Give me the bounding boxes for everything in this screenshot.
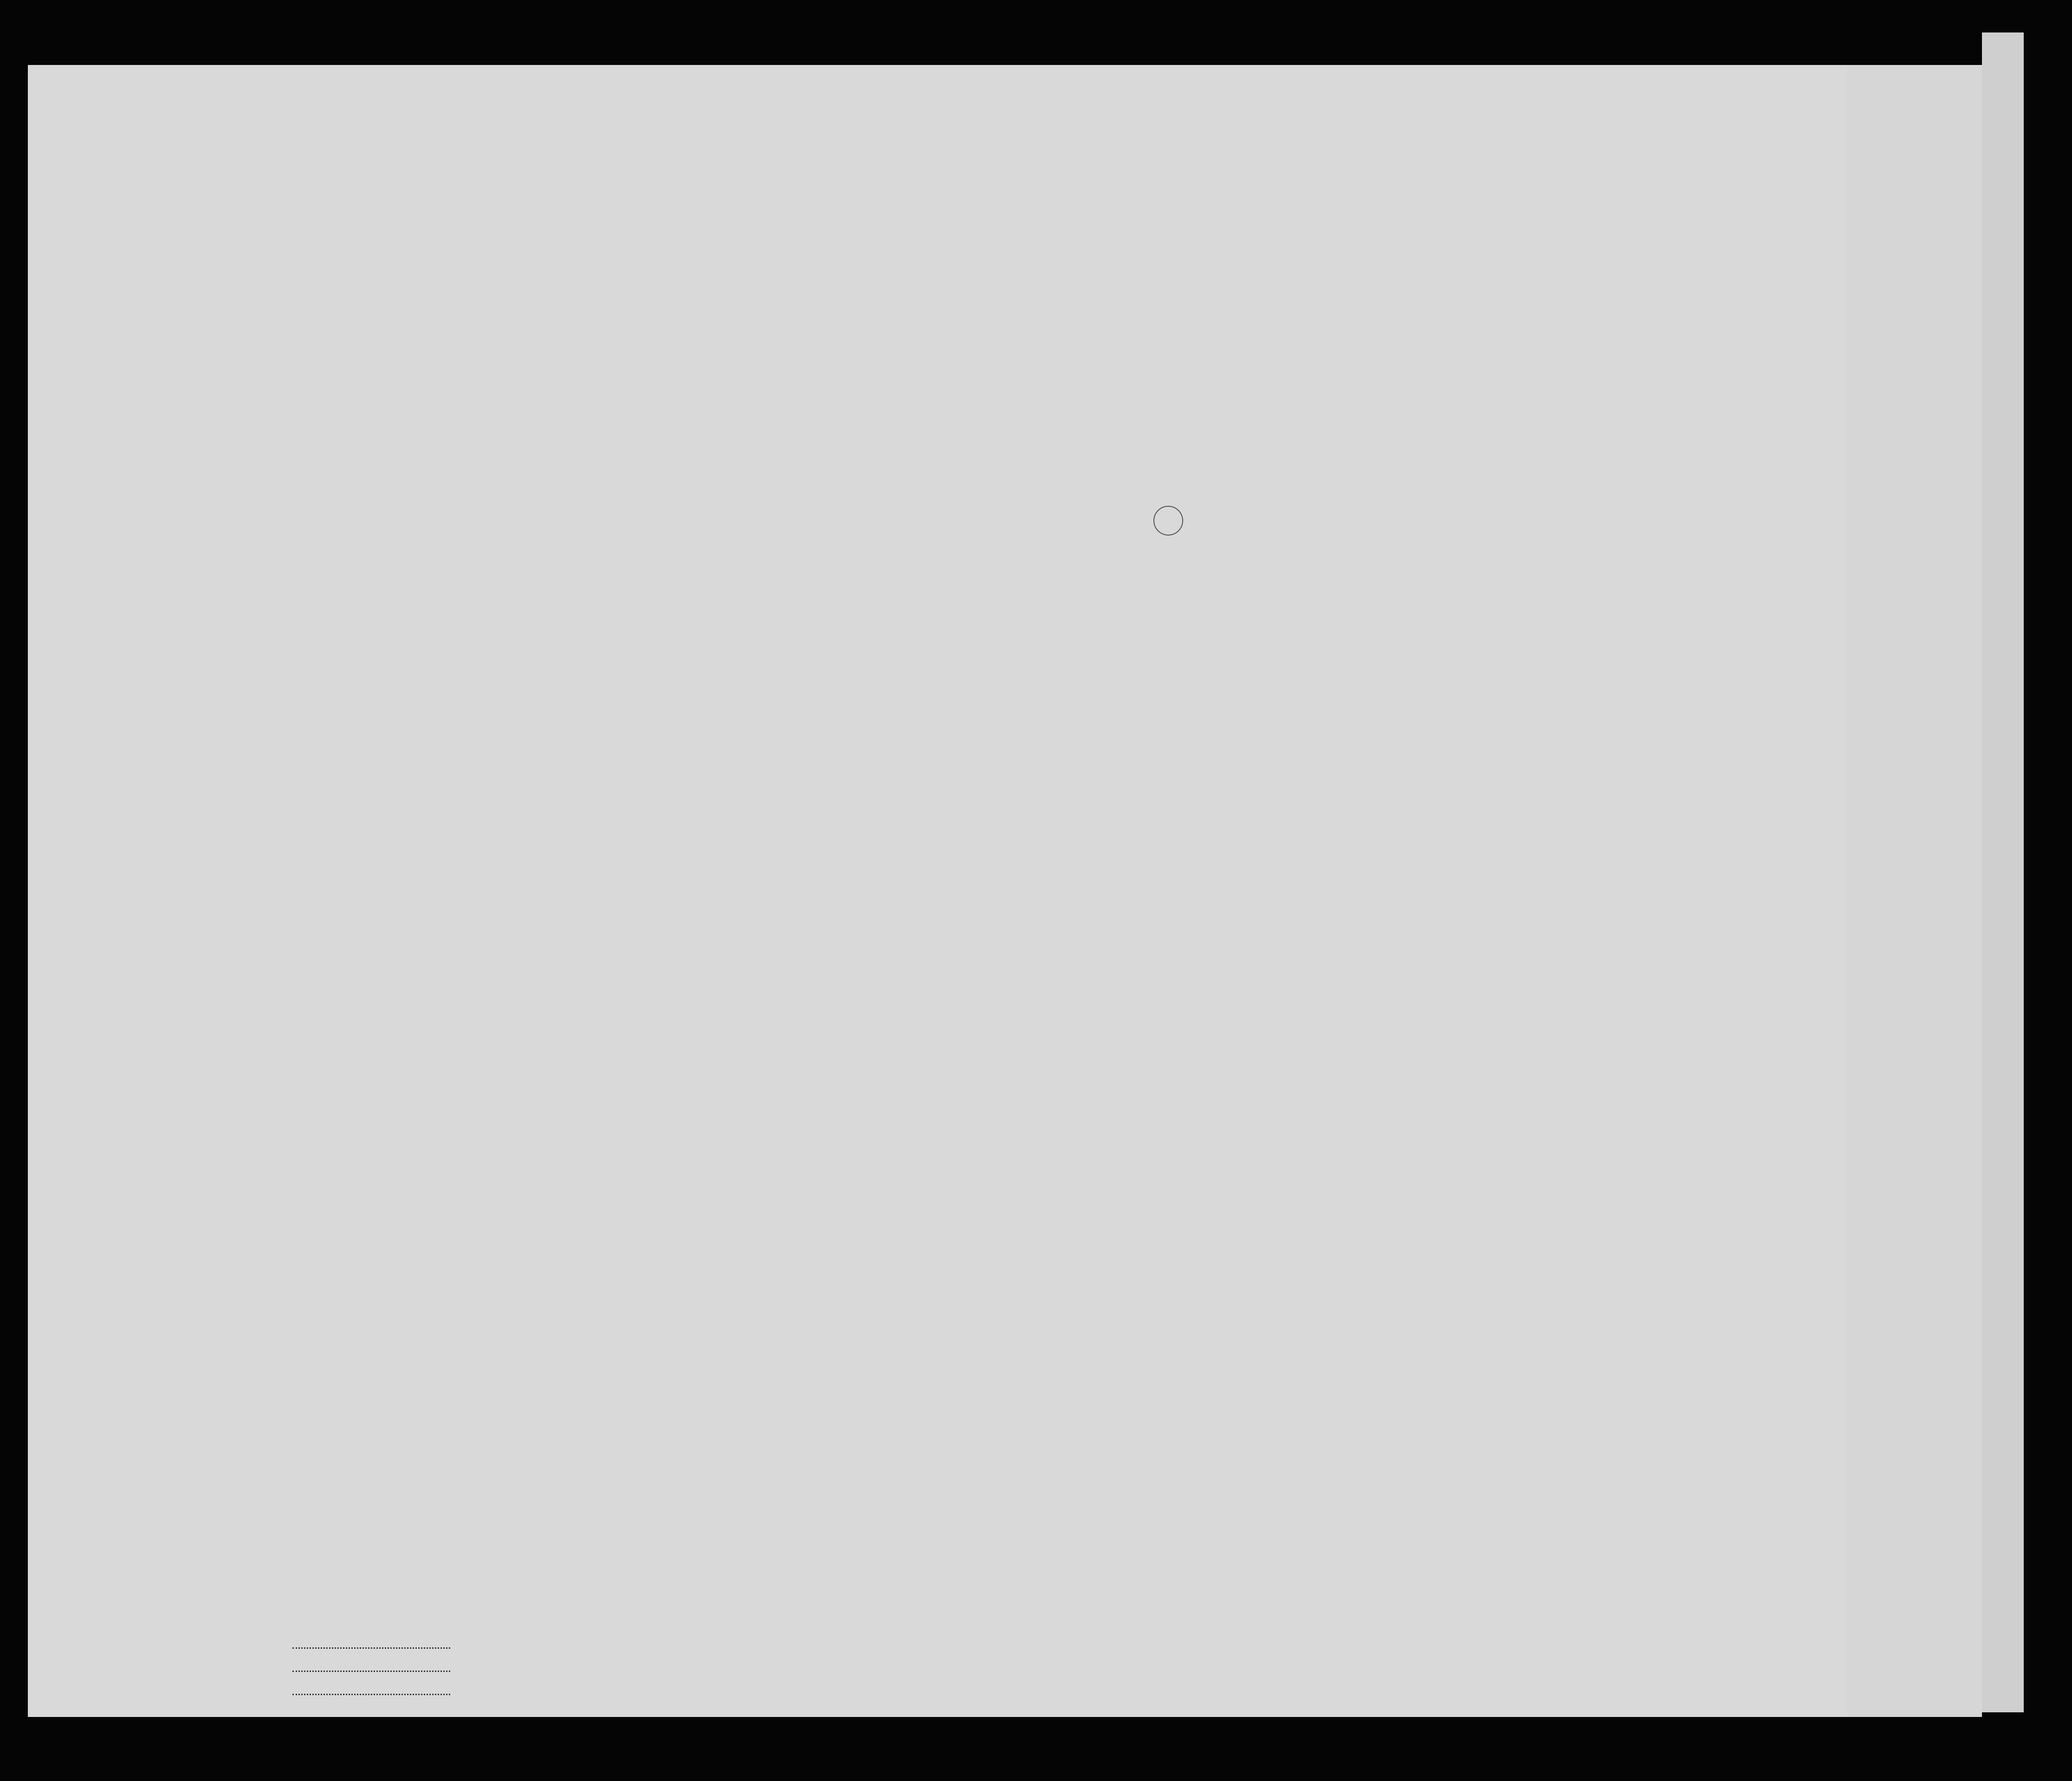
us-citizens-dots (292, 1671, 450, 1672)
continuation-grid (1847, 65, 1982, 1717)
aliens-dots (292, 1694, 450, 1695)
manifest-grid (28, 65, 1847, 1717)
manifest-sheet (28, 65, 1847, 1717)
edge-sheet (1982, 32, 2024, 1712)
continuation-sheet (1847, 65, 1982, 1717)
circled-number (1153, 506, 1183, 536)
total-passengers-dots (292, 1647, 450, 1649)
